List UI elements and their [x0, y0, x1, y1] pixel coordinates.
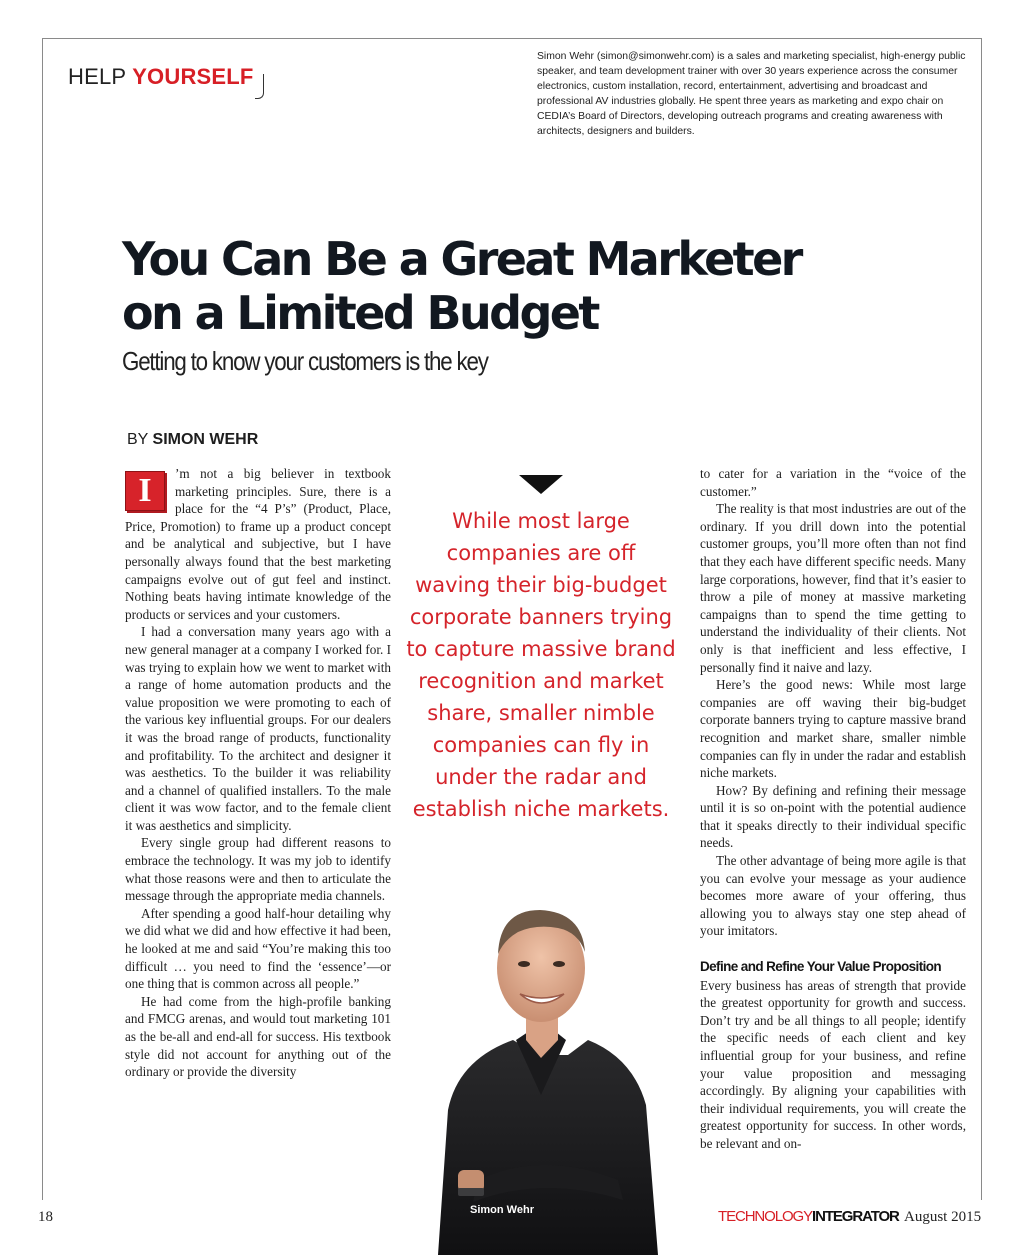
article-subheadline: Getting to know your customers is the key: [122, 346, 488, 376]
body-paragraph: He had come from the high-profile banking and FMCG arenas, and would tout marketing 101 as the be-all and end-all for success. His textbook style did not account for anything out of the ordinary or provide the diversity: [125, 993, 391, 1080]
page-number: 18: [38, 1209, 53, 1225]
paragraph-text: ’m not a big believer in textbook marketing principles. Sure, there is a place for the “4 P’s” (Product, Place, Price, Promotion) to frame up a product concept and be analytical and subjective, but I have personally always found that the best marketing campaigns evolve out of gut feel and instinct. Nothing beats having intimate knowledge of the products or services and your customers.: [125, 466, 391, 622]
section-label-accent: YOURSELF: [132, 64, 254, 89]
byline-author: SIMON WEHR: [152, 431, 259, 448]
body-paragraph: Every business has areas of strength that provide the greatest opportunity for growth and success. Don’t try and be all things to all people; identify the specific needs of each client and key influential group for your business, and refine your value proposition and messaging accordingly. By aligning your capabilities with their individual requirements, you will create the greatest opportunity for success. In other words, be relevant and on-: [700, 977, 966, 1151]
body-paragraph: to cater for a variation in the “voice of the customer.”: [700, 466, 966, 499]
section-subhead: Define and Refine Your Value Proposition: [700, 959, 942, 975]
pull-quote: While most large companies are off waving their big-budget corporate banners trying to capture massive brand recognition and market share, smaller nimble companies can fly in under the radar and establish niche markets.: [406, 509, 676, 821]
headline-line-1: You Can Be a Great Marketer: [122, 232, 801, 286]
drop-cap: I: [125, 471, 165, 511]
body-column-right: [700, 465, 966, 1173]
publication-logo: [718, 1208, 899, 1225]
body-paragraph: How? By defining and refining their message until it is so on-point with the potential audience that it speaks directly to their individual specific needs.: [700, 782, 966, 851]
brand-light: TECHNOLOGY: [718, 1208, 813, 1225]
author-photo: [418, 880, 668, 1255]
body-paragraph: The other advantage of being more agile is that you can evolve your message as your audience becomes more aware of your offering, thus allowing you to always stay one step ahead of your imitators.: [700, 853, 966, 939]
body-paragraph: I had a conversation many years ago with a new general manager at a company I worked for. I was trying to explain how we went to market with a range of home automation products and the value proposition we were promoting to each of the various key influential groups. For our dealers it was the broad range of products, functionality and profitability. To the architect and designer it was aesthetics. To the builder it was reliability and a channel of qualified installers. To the male client it was wow factor, and to the female client it was aesthetics and simplicity.: [125, 624, 391, 833]
section-bracket-decoration: [255, 74, 264, 99]
article-headline: [122, 232, 842, 340]
author-bio: Simon Wehr (simon@simonwehr.com) is a sales and marketing specialist, high-energy public speaker, and team development trainer with over 30 years experience across the consumer electronics, custom installation, record, entertainment, advertising and broadcast and professional AV industries globally. He spent three years as marketing and expo chair on CEDIA’s Board of Directors, developing outreach programs and creating awareness with architects, designers and builders.: [537, 51, 966, 137]
pull-quote-arrow-icon: [519, 475, 563, 494]
section-tag: [68, 64, 254, 90]
body-paragraph: Every single group had different reasons to embrace the technology. It was my job to identify what those reasons were and then to articulate the message through the appropriate media channels.: [125, 835, 391, 904]
body-column-left: [125, 465, 391, 1173]
brand-bold: INTEGRATOR: [812, 1208, 899, 1225]
body-paragraph: After spending a good half-hour detailing why we did what we did and how effective it had been, he looked at me and said “You’re making this too difficult … you need to find the ‘essence’—or one thing that is common across all people.”: [125, 905, 391, 992]
byline-prefix: BY: [127, 431, 149, 448]
body-paragraph: [125, 465, 391, 623]
byline: [127, 431, 258, 449]
headline-line-2: on a Limited Budget: [122, 286, 598, 340]
section-label-plain: HELP: [68, 64, 126, 89]
body-paragraph: The reality is that most industries are out of the ordinary. If you drill down into the potential customer groups, you’ll more often than not find that they each have different specific needs. Many large corporations, however, find that it’s easier to throw a pile of money at massive marketing campaigns than to spend the time getting to understand the individuality of their clients. Not only is that inefficient and less effective, I personally find it naive and lazy.: [700, 501, 966, 675]
body-paragraph: Here’s the good news: While most large companies are off waving their big-budget corporate banners trying to capture massive brand recognition and market share, smaller nimble companies can fly in under the radar and establish niche markets.: [700, 677, 966, 781]
issue-date: August 2015: [904, 1209, 982, 1225]
photo-caption: Simon Wehr: [470, 1204, 534, 1216]
